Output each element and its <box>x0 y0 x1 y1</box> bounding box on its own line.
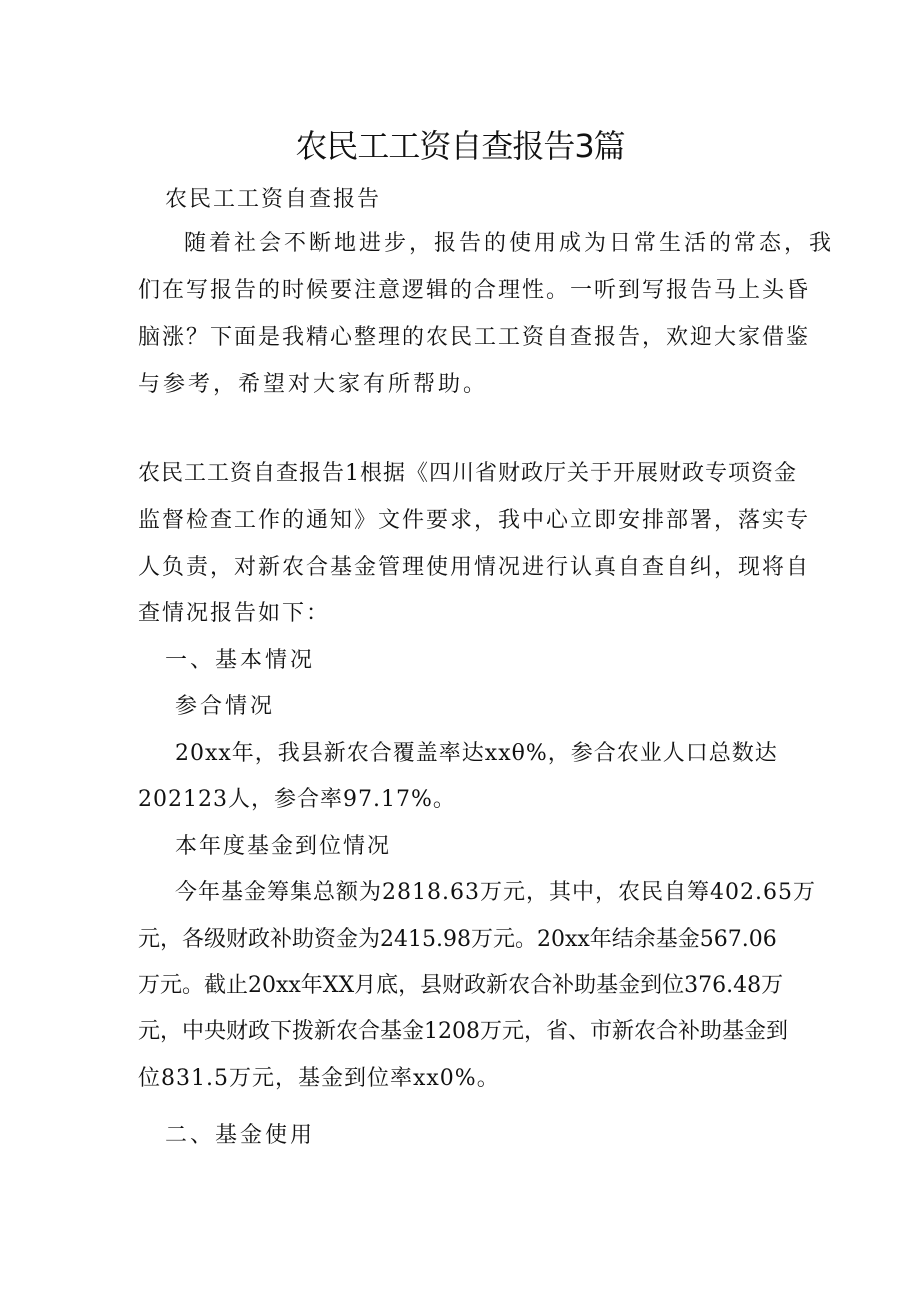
enrollment-line-1: 20xx年，我县新农合覆盖率达xxθ%，参合农业人口总数达 <box>175 741 778 766</box>
intro-line-3: 脑涨？下面是我精心整理的农民工工资自查报告，欢迎大家借鉴 <box>138 325 811 350</box>
fund-line-4: 元，中央财政下拨新农合基金1208万元，省、市新农合补助基金到 <box>138 1019 788 1044</box>
enrollment-line-2: 202123人，参合率97.17%。 <box>138 787 456 812</box>
fund-line-2: 元，各级财政补助资金为2415.98万元。20xx年结余基金567.06 <box>138 927 777 952</box>
body-line-1: 农民工工资自查报告1根据《四川省财政厅关于开展财政专项资金 <box>138 461 797 486</box>
body-line-4: 查情况报告如下： <box>138 601 331 626</box>
subheading-fund-arrival: 本年度基金到位情况 <box>175 834 392 859</box>
document-title: 农民工工资自查报告3篇 <box>295 127 625 165</box>
body-line-3: 人负责，对新农合基金管理使用情况进行认真自查自纠，现将自 <box>138 555 811 580</box>
fund-line-1: 今年基金筹集总额为2818.63万元，其中，农民自筹402.65万 <box>175 880 816 905</box>
fund-line-3: 万元。截止20xx年XX月底，县财政新农合补助基金到位376.48万 <box>138 973 784 998</box>
intro-line-2: 们在写报告的时候要注意逻辑的合理性。一听到写报告马上头昏 <box>138 278 811 303</box>
intro-line-1: 随着社会不断地进步，报告的使用成为日常生活的常态，我 <box>184 231 835 256</box>
section-heading-fund-use: 二、基金使用 <box>165 1123 316 1148</box>
section-heading-basic: 一、基本情况 <box>165 648 316 673</box>
intro-line-4: 与参考，希望对大家有所帮助。 <box>138 372 489 397</box>
report-subtitle: 农民工工资自查报告 <box>165 187 382 212</box>
body-line-2: 监督检查工作的通知》文件要求，我中心立即安排部署，落实专 <box>138 508 811 533</box>
subheading-enrollment: 参合情况 <box>175 694 276 719</box>
fund-line-5: 位831.5万元，基金到位率xx0%。 <box>138 1066 500 1091</box>
